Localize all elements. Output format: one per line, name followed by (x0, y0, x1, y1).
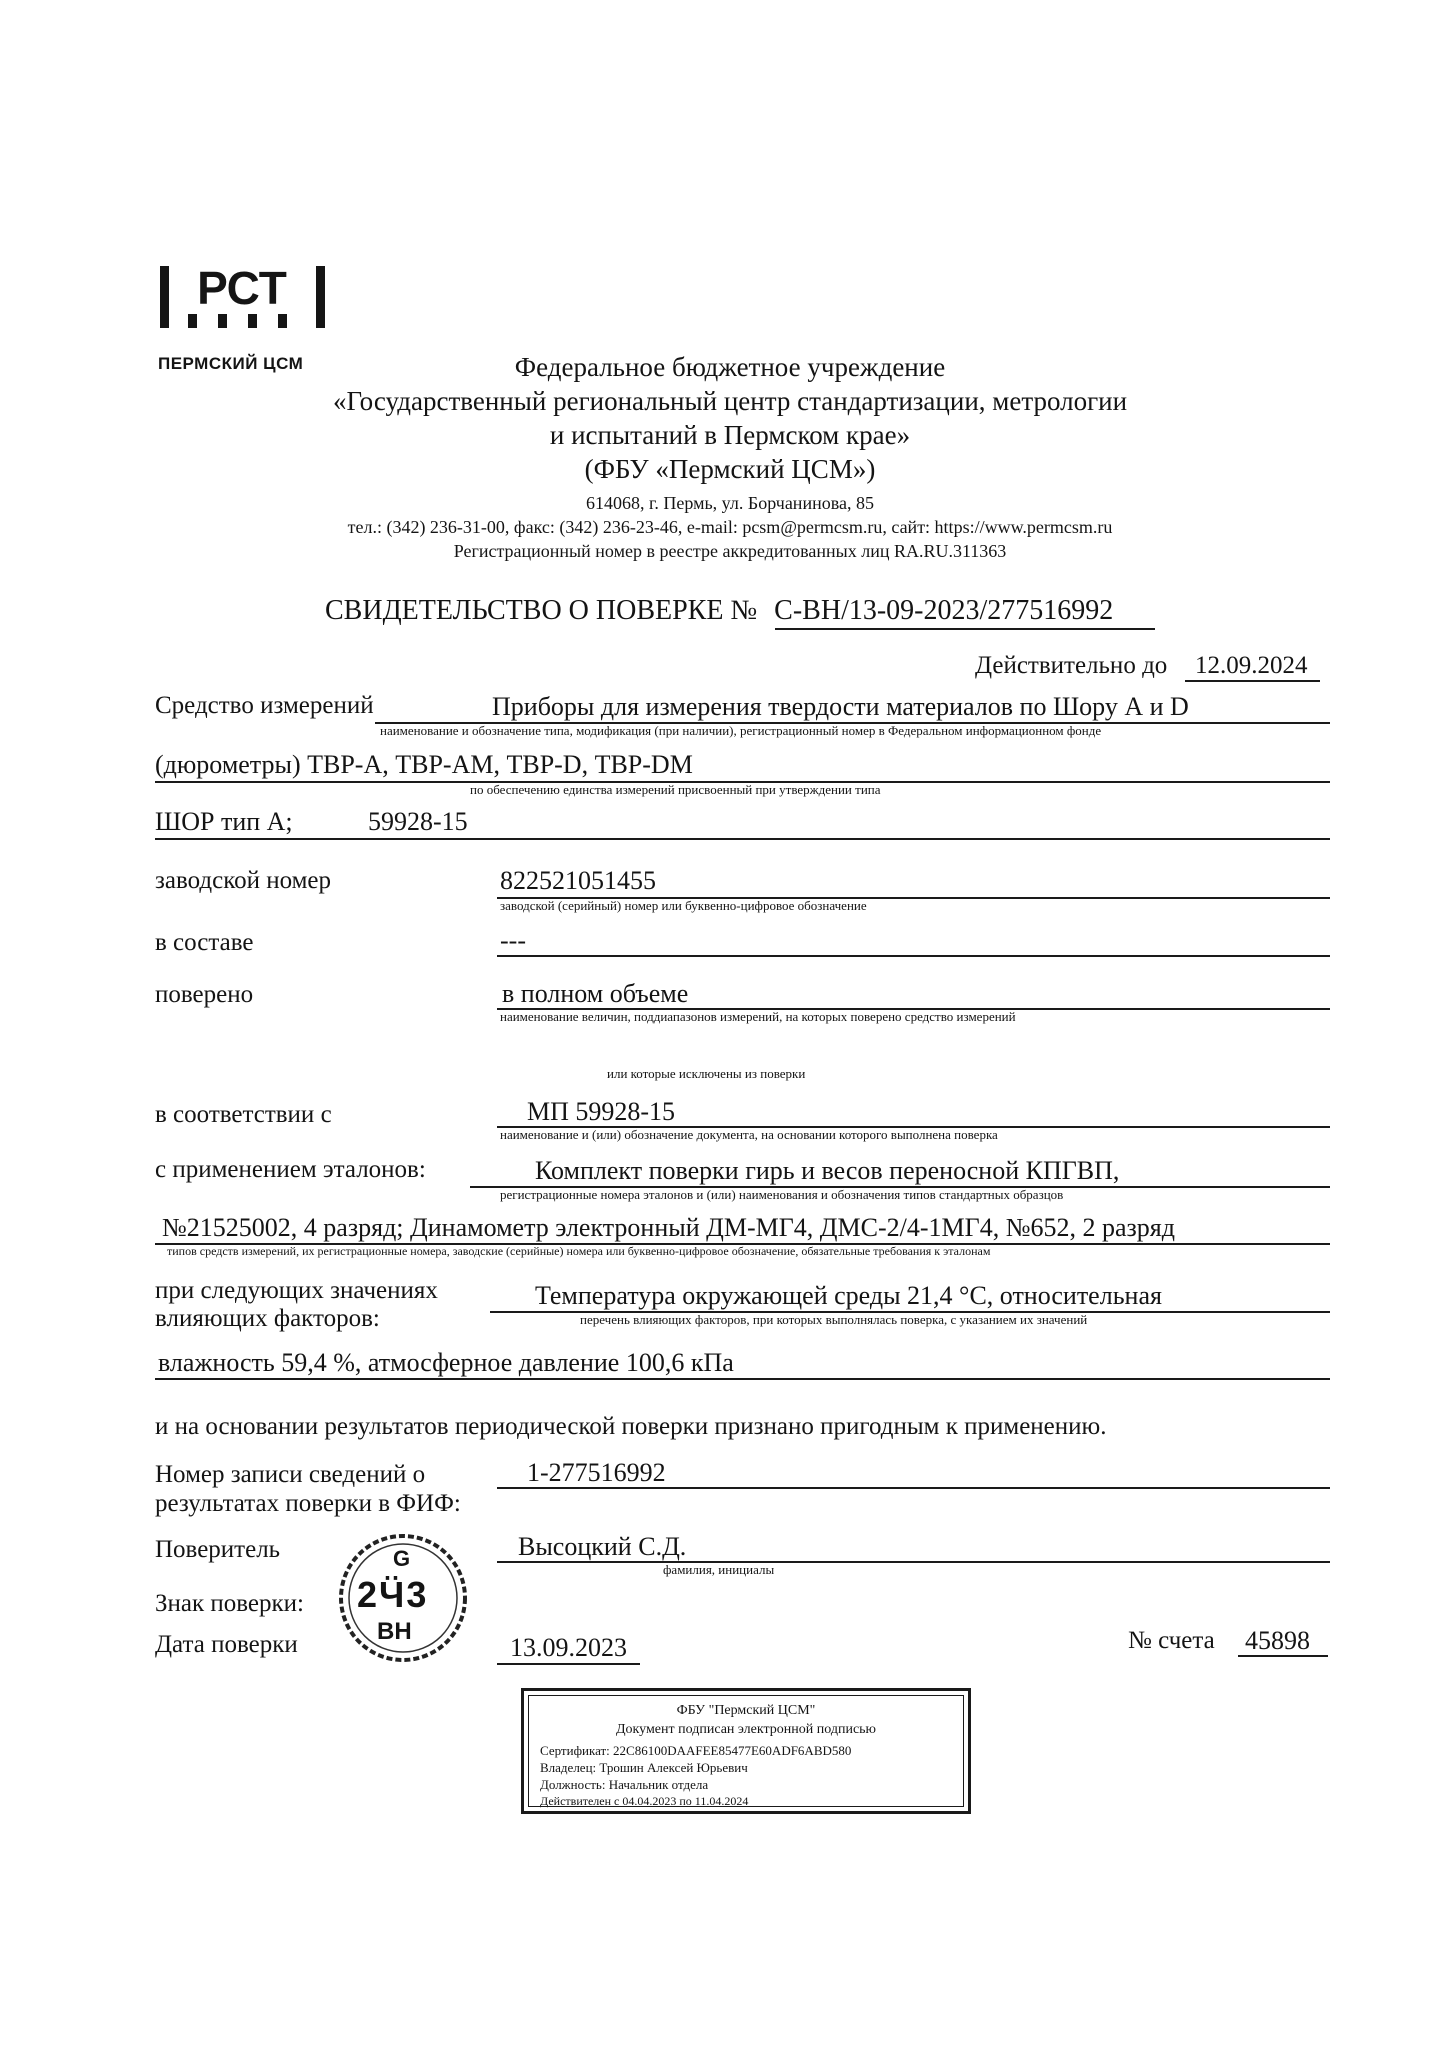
invoice-underline (1238, 1655, 1328, 1657)
instrument-value-2: (дюрометры) ТВР-А, ТВР-АМ, ТВР-D, ТВР-DM (155, 750, 693, 779)
e-signature-owner: Владелец: Трошин Алексей Юрьевич (540, 1760, 748, 1775)
verified-hint-2: или которые исключены из поверки (607, 1066, 806, 1081)
stamp-bottom: ВН (377, 1618, 412, 1645)
verification-stamp (335, 1530, 471, 1666)
standards-value-2: №21525002, 4 разряд; Динамометр электронный ДМ-МГ4, ДМС-2/4-1МГ4, №652, 2 разряд (162, 1213, 1175, 1242)
date-underline (497, 1663, 640, 1665)
factors-value-1: Температура окружающей среды 21,4 °С, относительная (535, 1281, 1162, 1310)
valid-until-label: Действительно до (975, 652, 1168, 679)
stamp-top: G (393, 1546, 411, 1571)
contacts: тел.: (342) 236-31-00, факс: (342) 236-23-46, e-mail: pcsm@permcsm.ru, сайт: https://www.permcsm.ru (347, 517, 1113, 537)
verifier-value: Высоцкий С.Д. (518, 1532, 687, 1561)
logo (158, 262, 328, 332)
serial-hint: заводской (серийный) номер или буквенно-цифровое обозначение (500, 898, 867, 913)
factors-hint: перечень влияющих факторов, при которых выполнялась поверка, с указанием их значений (580, 1312, 1088, 1327)
registration-number: Регистрационный номер в реестре аккредитованных лиц RA.RU.311363 (453, 541, 1007, 561)
standards-hint-1: регистрационные номера эталонов и (или) наименования и обозначения типов стандартных образцов (500, 1187, 1064, 1202)
logo-caption: ПЕРМСКИЙ ЦСМ (158, 354, 304, 373)
certificate-number: С-ВН/13-09-2023/277516992 (774, 595, 1114, 626)
certificate-title-prefix: СВИДЕТЕЛЬСТВО О ПОВЕРКЕ № (325, 595, 758, 626)
instrument-hint-1: наименование и обозначение типа, модификация (при наличии), регистрационный номер в Федеральном информационном фонде (380, 723, 1102, 738)
fif-label-2: результатах поверки в ФИФ: (155, 1490, 461, 1517)
serial-value: 822521051455 (500, 866, 656, 895)
date-label: Дата поверки (155, 1631, 298, 1658)
serial-label: заводской номер (155, 867, 332, 894)
stamp-mid: 2Ӵ3 (357, 1574, 429, 1615)
factors-label-2: влияющих факторов: (155, 1305, 380, 1332)
e-signature-org: ФБУ "Пермский ЦСМ" (676, 1703, 816, 1718)
e-signature-position: Должность: Начальник отдела (540, 1777, 709, 1792)
address: 614068, г. Пермь, ул. Борчанинова, 85 (586, 493, 874, 513)
invoice-value: 45898 (1245, 1626, 1310, 1655)
instrument-value-1: Приборы для измерения твердости материалов по Шору А и D (492, 692, 1189, 721)
valid-until-date: 12.09.2024 (1195, 652, 1308, 679)
according-value: МП 59928-15 (527, 1097, 676, 1126)
logo-mark-icon (158, 262, 328, 332)
org-line-2: «Государственный региональный центр стандартизации, метрологии (332, 386, 1128, 416)
fif-label-1: Номер записи сведений о (155, 1461, 426, 1488)
composition-value: --- (500, 926, 526, 955)
fif-value: 1-277516992 (527, 1458, 666, 1487)
according-hint: наименование и (или) обозначение документа, на основании которого выполнена поверка (500, 1127, 998, 1142)
instrument-underline-3 (155, 838, 1330, 840)
according-label: в соответствии с (155, 1101, 332, 1128)
date-value: 13.09.2023 (510, 1633, 627, 1662)
org-line-3: и испытаний в Пермском крае» (549, 420, 911, 450)
verified-label: поверено (155, 981, 254, 1008)
fif-underline (497, 1487, 1330, 1489)
conclusion-text: и на основании результатов периодической поверки признано пригодным к применению. (155, 1413, 1107, 1440)
standards-label: с применением эталонов: (155, 1156, 426, 1183)
logo-letters: РСТ (197, 262, 287, 314)
composition-label: в составе (155, 929, 254, 956)
mark-label: Знак поверки: (155, 1590, 304, 1617)
verifier-hint: фамилия, инициалы (663, 1562, 775, 1577)
factors-value-2: влажность 59,4 %, атмосферное давление 100,6 кПа (158, 1348, 734, 1377)
composition-underline (497, 955, 1330, 957)
instrument-label: Средство измерений (155, 692, 374, 719)
e-signature-certificate: Сертификат: 22C86100DAAFEE85477E60ADF6ABD580 (540, 1743, 852, 1758)
factors-underline-2 (155, 1378, 1330, 1380)
certificate-title (325, 595, 1113, 627)
standards-value-1: Комплект поверки гирь и весов переносной КПГВП, (535, 1156, 1120, 1185)
factors-label-1: при следующих значениях (155, 1277, 438, 1304)
verified-value: в полном объеме (502, 979, 689, 1008)
instrument-value-3a: ШОР тип А; (155, 807, 293, 836)
org-line-4: (ФБУ «Пермский ЦСМ») (584, 454, 876, 484)
e-signature-validity: Действителен с 04.04.2023 по 11.04.2024 (540, 1794, 749, 1808)
certificate-number-underline (775, 628, 1155, 630)
invoice-label: № счета (1128, 1627, 1215, 1654)
valid-until-underline (1185, 680, 1320, 682)
e-signature-note: Документ подписан электронной подписью (615, 1722, 877, 1737)
verified-hint-1: наименование величин, поддиапазонов измерений, на которых поверено средство измерений (500, 1009, 1016, 1024)
org-line-1: Федеральное бюджетное учреждение (514, 352, 946, 382)
standards-hint-2: типов средств измерений, их регистрационные номера, заводские (серийные) номера или буквенно-цифровое обозначение, обязательные требования к эталонам (167, 1244, 991, 1258)
verifier-underline (497, 1561, 1330, 1563)
instrument-hint-2: по обеспечению единства измерений присвоенный при утверждении типа (470, 782, 881, 797)
e-signature-box (521, 1688, 971, 1814)
verifier-label: Поверитель (155, 1536, 281, 1563)
instrument-value-3b: 59928-15 (368, 807, 468, 836)
